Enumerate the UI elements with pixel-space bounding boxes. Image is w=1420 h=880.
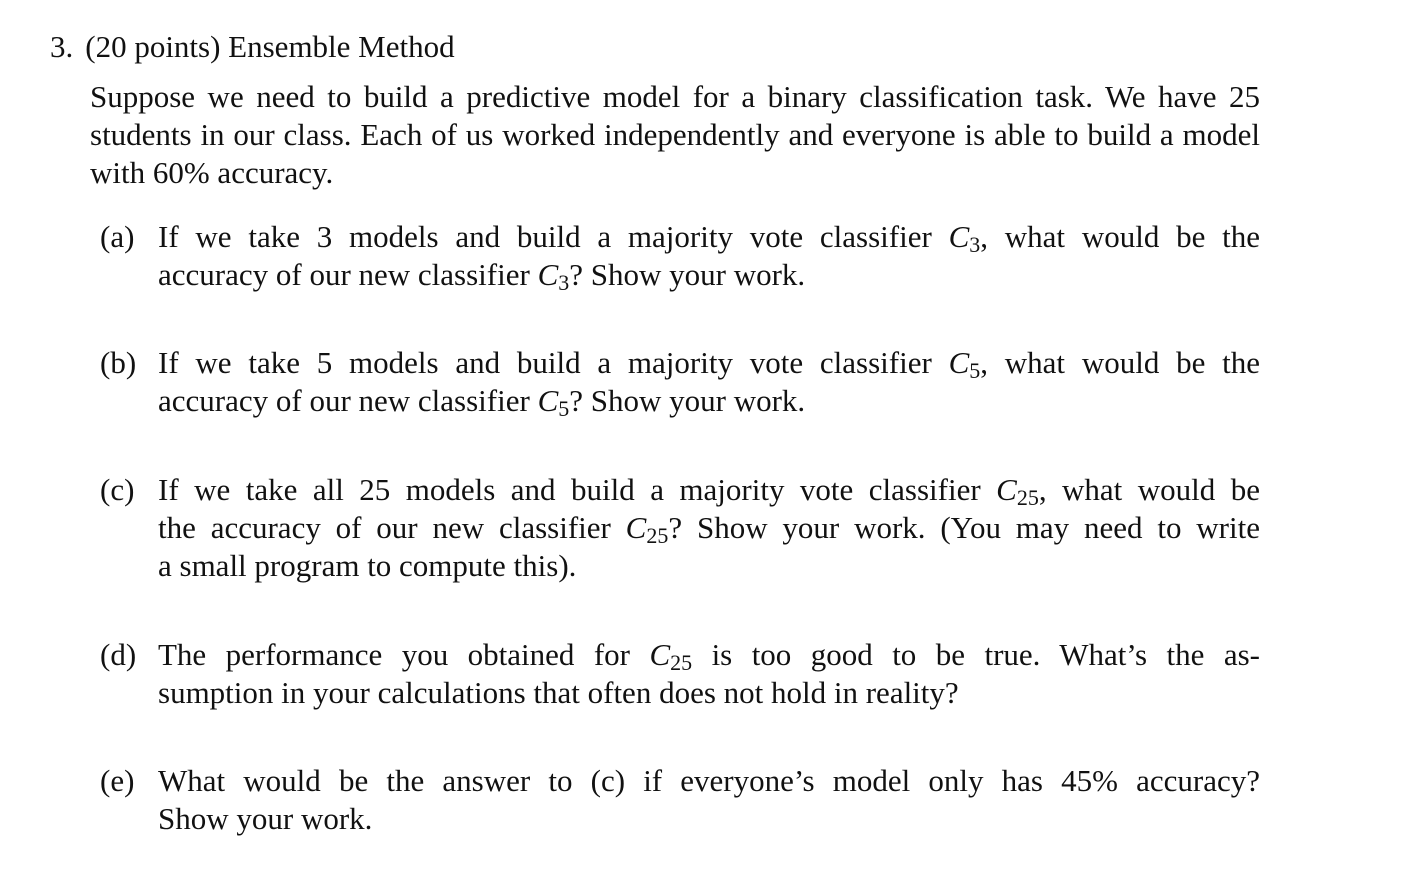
part-body [158, 218, 1260, 294]
part-label: (e) [100, 763, 135, 798]
math-var: $C_{25}$ [996, 472, 1039, 510]
part-d [100, 636, 1260, 712]
part-body [158, 471, 1260, 585]
part-line: Show your work. [158, 801, 373, 836]
math-var: $C_5$ [948, 345, 981, 383]
math-var: $C_3$ [537, 257, 570, 295]
part-e [100, 762, 1260, 838]
part-line: sumption in your calculations that often does not hold in reality? [158, 675, 959, 710]
part-body [158, 762, 1260, 838]
problem-title: (20 points) Ensemble Method [85, 29, 455, 64]
part-a [100, 218, 1260, 294]
part-line: accuracy of our new classifier $C_5$? Show your work. [158, 383, 806, 421]
part-line: The performance you obtained for $C_{25}$ is too good to be true. What’s the as- [158, 637, 1260, 675]
problem-intro: Suppose we need to build a predictive model for a binary classification task. We have 25 students in our class. Each of us worked independently and everyone is able to build a model with 60% accuracy. [90, 79, 1260, 190]
part-c [100, 471, 1260, 585]
part-line: If we take 5 models and build a majority vote classifier $C_5$, what would be the [158, 345, 1260, 383]
problem-heading [50, 28, 455, 66]
part-line: a small program to compute this). [158, 548, 577, 583]
part-line: What would be the answer to (c) if everyone’s model only has 45% accuracy? [158, 763, 1260, 798]
part-b [100, 344, 1260, 420]
part-label: (a) [100, 219, 135, 254]
part-line: the accuracy of our new classifier $C_{25}$? Show your work. (You may need to write [158, 510, 1260, 548]
part-line: If we take all 25 models and build a majority vote classifier $C_{25}$, what would be [158, 472, 1260, 510]
math-var: $C_5$ [537, 383, 570, 421]
math-var: $C_3$ [948, 219, 981, 257]
part-line: If we take 3 models and build a majority vote classifier $C_3$, what would be the [158, 219, 1260, 257]
part-label: (d) [100, 637, 137, 672]
part-label: (b) [100, 345, 137, 380]
part-body [158, 344, 1260, 420]
part-label: (c) [100, 472, 135, 507]
problem-number: 3. [50, 29, 74, 64]
part-body [158, 636, 1260, 712]
math-var: $C_{25}$ [625, 510, 669, 548]
part-line: accuracy of our new classifier $C_3$? Show your work. [158, 257, 806, 295]
math-var: $C_{25}$ [649, 637, 693, 675]
